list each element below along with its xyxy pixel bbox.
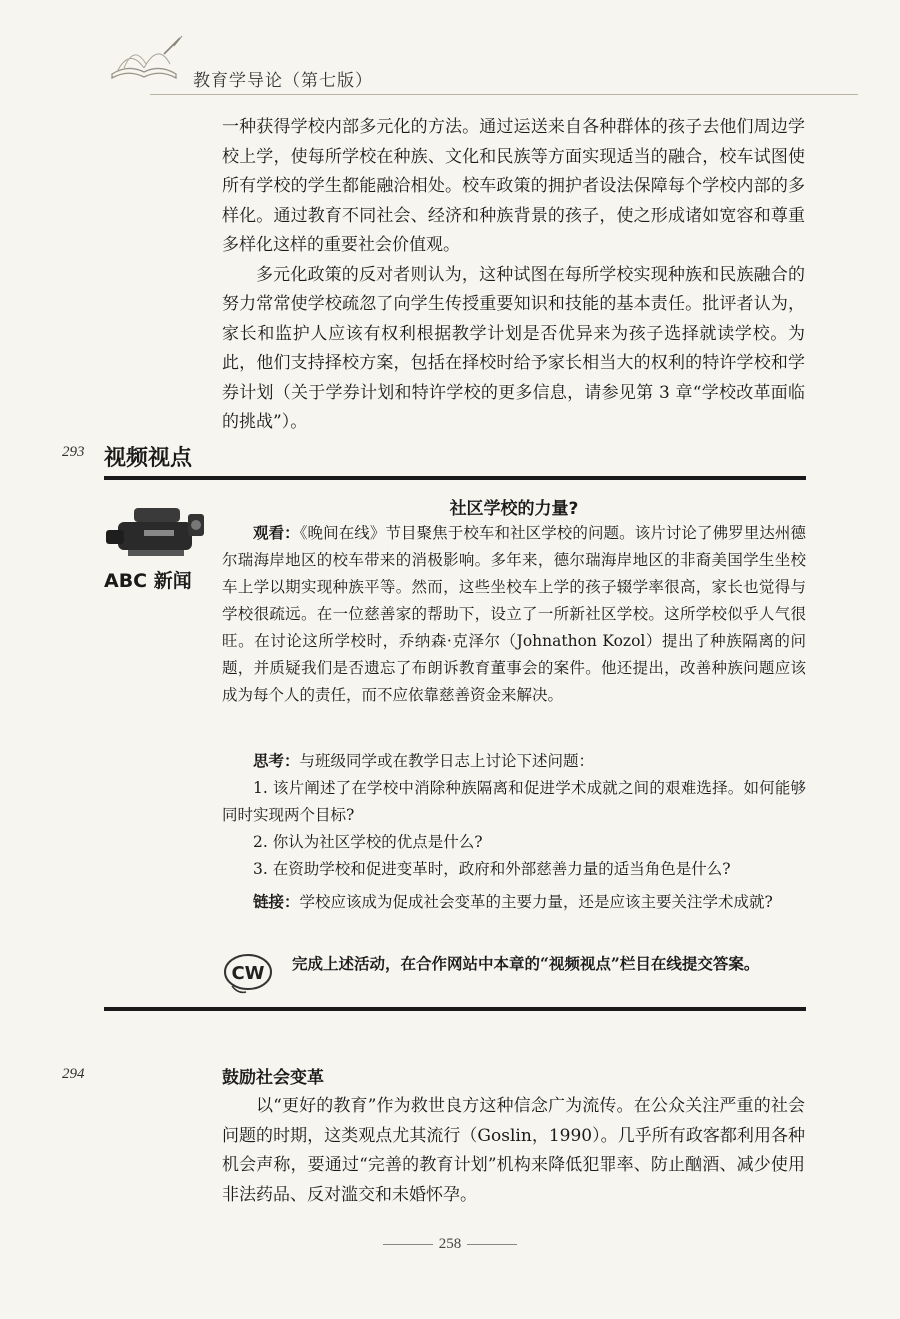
think-block (222, 748, 806, 883)
page-number (0, 1236, 900, 1253)
think-label: 思考： (253, 752, 300, 770)
video-box-title: 社区学校的力量? (449, 499, 579, 519)
social-change-paragraph: 以“更好的教育”作为救世良方这种信念广为流传。在公众关注严重的社会问题的时期，这类观点尤其流行（Goslin，1990）。几乎所有政客都利用各种机会声称，要通过“完善的教育计划”机构来降低犯罪率、防止酗酒、减少使用非法药品、反对滥交和未婚怀孕。 (222, 1096, 805, 1205)
watch-text: 《晚间在线》节目聚焦于校车和社区学校的问题。该片讨论了佛罗里达州德尔瑞海岸地区的校车带来的消极影响。多年来，德尔瑞海岸地区的非裔美国学生坐校车上学以期实现种族平等。然而，这些坐校车上学的孩子辍学率很高，家长也觉得与学校很疏远。在一位慈善家的帮助下，设立了一所新社区学校。这所学校似乎人气很旺。在讨论这所学校时，乔纳森·克泽尔（Johnathon Kozol）提出了种族隔离的问题，并质疑我们是否遗忘了布朗诉教育董事会的案件。他还提出，改善种族问题应该成为每个人的责任，而不应依靠慈善资金来解决。 (222, 524, 806, 704)
header-rule (150, 94, 858, 95)
section-heading-social-change: 鼓励社会变革 (222, 1068, 324, 1088)
source-label: ABC 新闻 (104, 570, 192, 592)
running-header-title: 教育学导论（第七版） (193, 71, 373, 91)
watch-label: 观看： (253, 524, 300, 542)
think-text: 与班级同学或在教学日志上讨论下述问题： (299, 752, 595, 770)
intro-text (222, 113, 805, 438)
page-number-value: 258 (438, 1236, 462, 1252)
video-camera-icon (104, 500, 208, 560)
page-number-ornament-left (383, 1244, 433, 1245)
cw-instruction-text: 完成上述活动，在合作网站中本章的“视频视点”栏目在线提交答案。 (292, 954, 760, 973)
cw-icon-text: CW (231, 963, 265, 984)
open-book-icon (104, 34, 184, 90)
section-top-rule (104, 476, 806, 480)
intro-paragraph-1: 一种获得学校内部多元化的方法。通过运送来自各种群体的孩子去他们周边学校上学，使每所学校在种族、文化和民族等方面实现适当的融合，校车试图使所有学校的学生都能融洽相处。校车政策的拥护者设法保障每个学校内部的多样化。通过教育不同社会、经济和种族背景的孩子，使之形成诸如宽容和尊重多样化这样的重要社会价值观。 (222, 117, 805, 255)
link-label: 链接： (253, 893, 300, 911)
question-3: 3. 在资助学校和促进变革时，政府和外部慈善力量的适当角色是什么? (253, 860, 731, 878)
question-2: 2. 你认为社区学校的优点是什么? (253, 833, 483, 851)
link-text: 学校应该成为促成社会变革的主要力量，还是应该主要关注学术成就? (299, 893, 773, 911)
companion-website-icon (222, 952, 274, 996)
intro-paragraph-2: 多元化政策的反对者则认为，这种试图在每所学校实现种族和民族融合的努力常常使学校疏忽了向学生传授重要知识和技能的基本责任。批评者认为，家长和监护人应该有权利根据教学计划是否优异来为孩子选择就读学校。为此，他们支持择校方案，包括在择校时给予家长相当大的权利的特许学校和学券计划（关于学券计划和特许学校的更多信息，请参见第 3 章“学校改革面临的挑战”）。 (222, 264, 805, 432)
section-bottom-rule (104, 1007, 806, 1011)
margin-page-ref-293: 293 (62, 444, 85, 460)
page-number-ornament-right (467, 1244, 517, 1245)
link-block (222, 889, 806, 916)
watch-block (222, 520, 806, 709)
margin-page-ref-294: 294 (62, 1066, 85, 1082)
section-title-video: 视频视点 (104, 446, 193, 471)
question-1: 1. 该片阐述了在学校中消除种族隔离和促进学术成就之间的艰难选择。如何能够同时实现两个目标? (222, 779, 806, 824)
social-change-text (222, 1092, 805, 1210)
